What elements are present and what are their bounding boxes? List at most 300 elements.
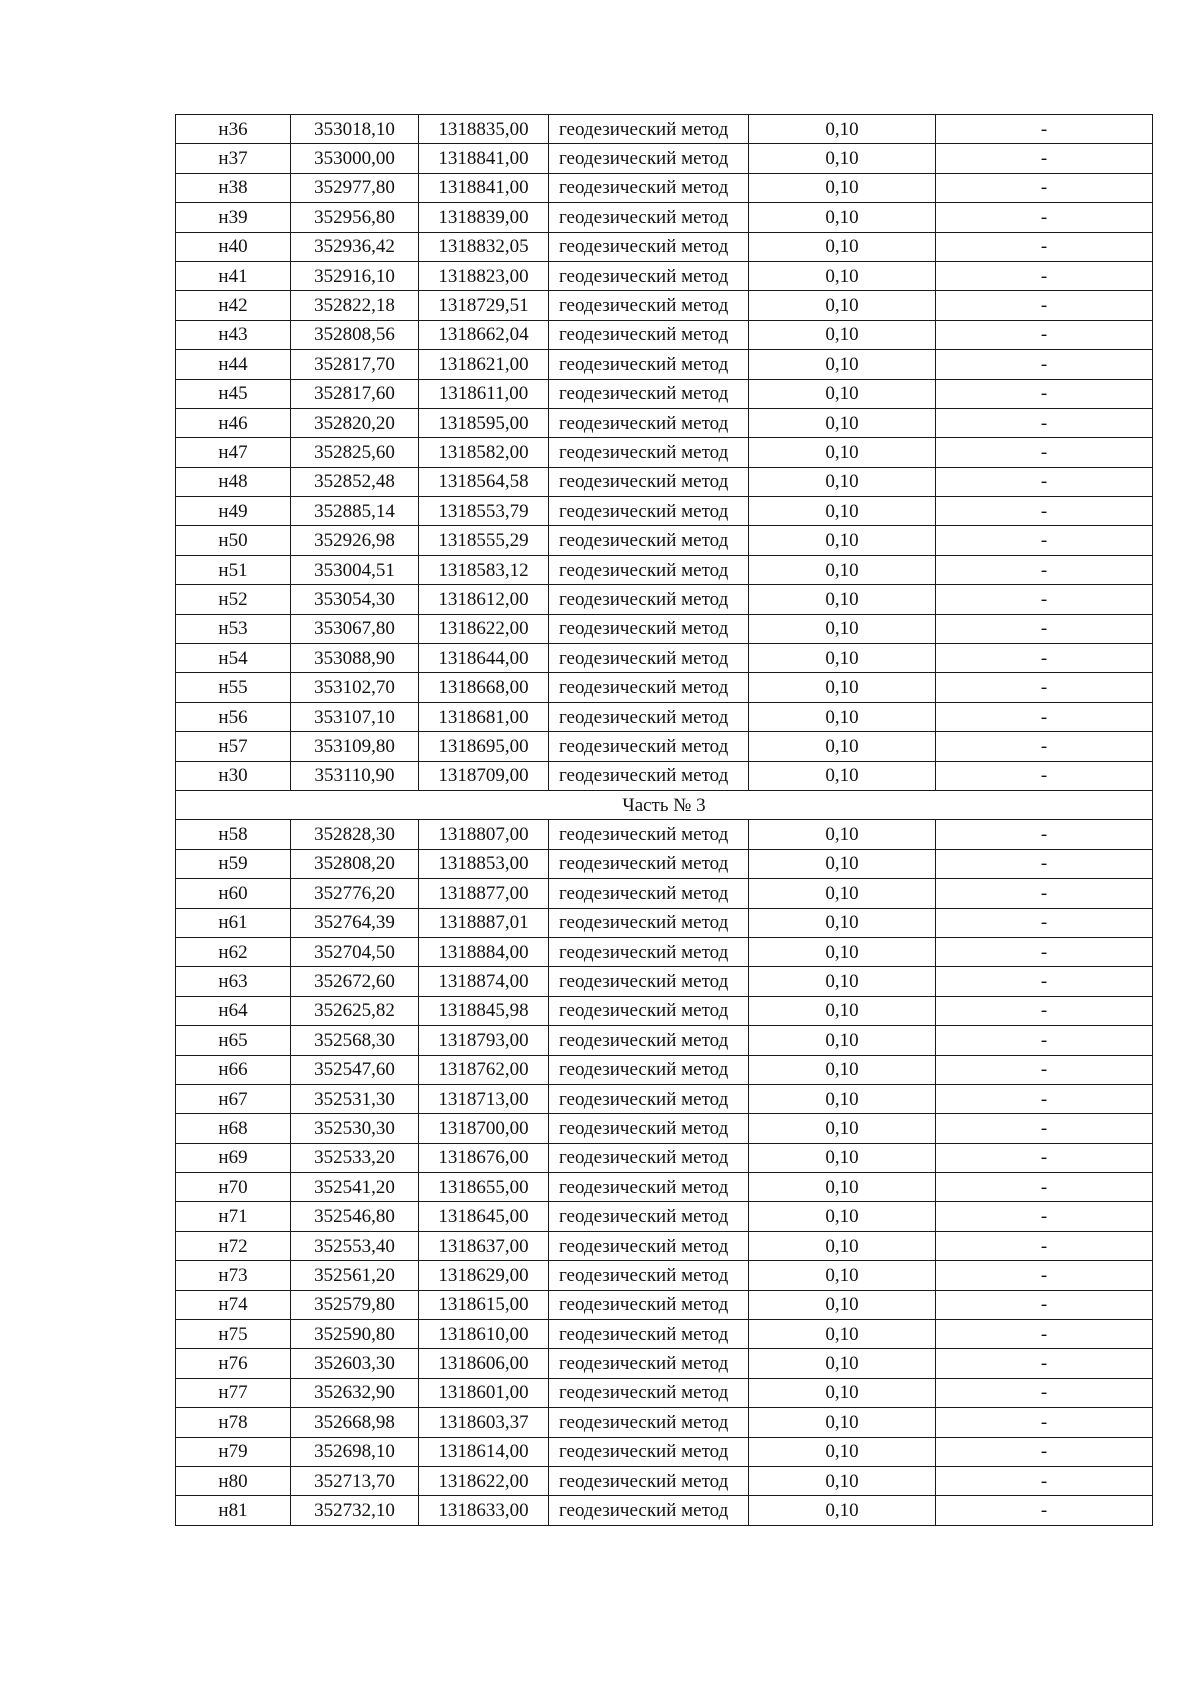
note-cell: -: [936, 379, 1153, 408]
table-row: [176, 261, 1153, 290]
x-coordinate-cell: 353067,80: [291, 614, 419, 643]
table-row: [176, 173, 1153, 202]
method-cell: геодезический метод: [549, 761, 749, 790]
table-row: [176, 1261, 1153, 1290]
accuracy-cell: 0,10: [749, 173, 936, 202]
y-coordinate-cell: 1318610,00: [419, 1320, 549, 1349]
method-cell: геодезический метод: [549, 1437, 749, 1466]
accuracy-cell: 0,10: [749, 144, 936, 173]
accuracy-cell: 0,10: [749, 555, 936, 584]
table-row: [176, 115, 1153, 144]
note-cell: -: [936, 1466, 1153, 1495]
note-cell: -: [936, 320, 1153, 349]
table-row: [176, 673, 1153, 702]
note-cell: -: [936, 996, 1153, 1025]
y-coordinate-cell: 1318601,00: [419, 1378, 549, 1407]
x-coordinate-cell: 353018,10: [291, 115, 419, 144]
accuracy-cell: 0,10: [749, 1320, 936, 1349]
point-cell: н39: [176, 203, 291, 232]
point-cell: н37: [176, 144, 291, 173]
method-cell: геодезический метод: [549, 232, 749, 261]
note-cell: -: [936, 497, 1153, 526]
part-header-label: Часть № 3: [176, 790, 1153, 819]
method-cell: геодезический метод: [549, 555, 749, 584]
x-coordinate-cell: 352820,20: [291, 408, 419, 437]
method-cell: геодезический метод: [549, 1026, 749, 1055]
x-coordinate-cell: 352704,50: [291, 937, 419, 966]
x-coordinate-cell: 352672,60: [291, 967, 419, 996]
point-cell: н55: [176, 673, 291, 702]
table-row: [176, 350, 1153, 379]
table-row: [176, 996, 1153, 1025]
x-coordinate-cell: 352885,14: [291, 497, 419, 526]
y-coordinate-cell: 1318662,04: [419, 320, 549, 349]
accuracy-cell: 0,10: [749, 408, 936, 437]
x-coordinate-cell: 352541,20: [291, 1173, 419, 1202]
y-coordinate-cell: 1318583,12: [419, 555, 549, 584]
accuracy-cell: 0,10: [749, 232, 936, 261]
accuracy-cell: 0,10: [749, 115, 936, 144]
point-cell: н81: [176, 1496, 291, 1525]
note-cell: -: [936, 879, 1153, 908]
accuracy-cell: 0,10: [749, 261, 936, 290]
y-coordinate-cell: 1318762,00: [419, 1055, 549, 1084]
table-row: [176, 1114, 1153, 1143]
method-cell: геодезический метод: [549, 144, 749, 173]
note-cell: -: [936, 467, 1153, 496]
note-cell: -: [936, 1143, 1153, 1172]
note-cell: -: [936, 232, 1153, 261]
accuracy-cell: 0,10: [749, 967, 936, 996]
point-cell: н64: [176, 996, 291, 1025]
method-cell: геодезический метод: [549, 350, 749, 379]
x-coordinate-cell: 352808,20: [291, 849, 419, 878]
table-row: [176, 232, 1153, 261]
point-cell: н73: [176, 1261, 291, 1290]
table-row: [176, 1466, 1153, 1495]
y-coordinate-cell: 1318595,00: [419, 408, 549, 437]
method-cell: геодезический метод: [549, 673, 749, 702]
y-coordinate-cell: 1318835,00: [419, 115, 549, 144]
table-row: [176, 379, 1153, 408]
point-cell: н66: [176, 1055, 291, 1084]
y-coordinate-cell: 1318555,29: [419, 526, 549, 555]
note-cell: -: [936, 1231, 1153, 1260]
accuracy-cell: 0,10: [749, 820, 936, 849]
accuracy-cell: 0,10: [749, 1437, 936, 1466]
x-coordinate-cell: 353110,90: [291, 761, 419, 790]
accuracy-cell: 0,10: [749, 1261, 936, 1290]
y-coordinate-cell: 1318709,00: [419, 761, 549, 790]
y-coordinate-cell: 1318603,37: [419, 1408, 549, 1437]
note-cell: -: [936, 967, 1153, 996]
point-cell: н45: [176, 379, 291, 408]
y-coordinate-cell: 1318793,00: [419, 1026, 549, 1055]
accuracy-cell: 0,10: [749, 203, 936, 232]
method-cell: геодезический метод: [549, 1143, 749, 1172]
method-cell: геодезический метод: [549, 585, 749, 614]
table-row: [176, 849, 1153, 878]
accuracy-cell: 0,10: [749, 849, 936, 878]
y-coordinate-cell: 1318582,00: [419, 438, 549, 467]
method-cell: геодезический метод: [549, 203, 749, 232]
table-row: [176, 967, 1153, 996]
table-row: [176, 761, 1153, 790]
accuracy-cell: 0,10: [749, 526, 936, 555]
method-cell: геодезический метод: [549, 908, 749, 937]
accuracy-cell: 0,10: [749, 937, 936, 966]
accuracy-cell: 0,10: [749, 732, 936, 761]
point-cell: н47: [176, 438, 291, 467]
y-coordinate-cell: 1318676,00: [419, 1143, 549, 1172]
x-coordinate-cell: 352561,20: [291, 1261, 419, 1290]
method-cell: геодезический метод: [549, 702, 749, 731]
point-cell: н74: [176, 1290, 291, 1319]
table-row: [176, 937, 1153, 966]
y-coordinate-cell: 1318841,00: [419, 144, 549, 173]
accuracy-cell: 0,10: [749, 1084, 936, 1113]
method-cell: геодезический метод: [549, 1261, 749, 1290]
x-coordinate-cell: 353102,70: [291, 673, 419, 702]
point-cell: н75: [176, 1320, 291, 1349]
method-cell: геодезический метод: [549, 1378, 749, 1407]
accuracy-cell: 0,10: [749, 291, 936, 320]
point-cell: н58: [176, 820, 291, 849]
accuracy-cell: 0,10: [749, 1290, 936, 1319]
point-cell: н52: [176, 585, 291, 614]
accuracy-cell: 0,10: [749, 1496, 936, 1525]
note-cell: -: [936, 438, 1153, 467]
method-cell: геодезический метод: [549, 820, 749, 849]
method-cell: геодезический метод: [549, 526, 749, 555]
note-cell: -: [936, 1320, 1153, 1349]
note-cell: -: [936, 291, 1153, 320]
table-row: [176, 497, 1153, 526]
note-cell: -: [936, 1114, 1153, 1143]
point-cell: н79: [176, 1437, 291, 1466]
table-row: [176, 1320, 1153, 1349]
point-cell: н70: [176, 1173, 291, 1202]
note-cell: -: [936, 614, 1153, 643]
point-cell: н36: [176, 115, 291, 144]
x-coordinate-cell: 352632,90: [291, 1378, 419, 1407]
coordinates-table: [175, 114, 1153, 1526]
point-cell: н49: [176, 497, 291, 526]
table-row: [176, 1349, 1153, 1378]
method-cell: геодезический метод: [549, 1084, 749, 1113]
note-cell: -: [936, 144, 1153, 173]
x-coordinate-cell: 352553,40: [291, 1231, 419, 1260]
method-cell: геодезический метод: [549, 1349, 749, 1378]
method-cell: геодезический метод: [549, 320, 749, 349]
y-coordinate-cell: 1318622,00: [419, 1466, 549, 1495]
x-coordinate-cell: 352817,70: [291, 350, 419, 379]
point-cell: н48: [176, 467, 291, 496]
note-cell: -: [936, 1437, 1153, 1466]
method-cell: геодезический метод: [549, 644, 749, 673]
x-coordinate-cell: 352916,10: [291, 261, 419, 290]
point-cell: н50: [176, 526, 291, 555]
y-coordinate-cell: 1318877,00: [419, 879, 549, 908]
accuracy-cell: 0,10: [749, 1349, 936, 1378]
table-row: [176, 644, 1153, 673]
table-row: [176, 555, 1153, 584]
table-row: [176, 879, 1153, 908]
y-coordinate-cell: 1318612,00: [419, 585, 549, 614]
accuracy-cell: 0,10: [749, 1173, 936, 1202]
point-cell: н78: [176, 1408, 291, 1437]
accuracy-cell: 0,10: [749, 585, 936, 614]
accuracy-cell: 0,10: [749, 1055, 936, 1084]
accuracy-cell: 0,10: [749, 1408, 936, 1437]
x-coordinate-cell: 352732,10: [291, 1496, 419, 1525]
x-coordinate-cell: 353004,51: [291, 555, 419, 584]
method-cell: геодезический метод: [549, 1496, 749, 1525]
y-coordinate-cell: 1318832,05: [419, 232, 549, 261]
x-coordinate-cell: 352579,80: [291, 1290, 419, 1319]
table-row: [176, 1084, 1153, 1113]
note-cell: -: [936, 849, 1153, 878]
note-cell: -: [936, 1378, 1153, 1407]
note-cell: -: [936, 1202, 1153, 1231]
accuracy-cell: 0,10: [749, 908, 936, 937]
y-coordinate-cell: 1318611,00: [419, 379, 549, 408]
note-cell: -: [936, 1055, 1153, 1084]
method-cell: геодезический метод: [549, 1173, 749, 1202]
accuracy-cell: 0,10: [749, 644, 936, 673]
method-cell: геодезический метод: [549, 408, 749, 437]
method-cell: геодезический метод: [549, 1114, 749, 1143]
y-coordinate-cell: 1318644,00: [419, 644, 549, 673]
x-coordinate-cell: 352817,60: [291, 379, 419, 408]
x-coordinate-cell: 353107,10: [291, 702, 419, 731]
point-cell: н38: [176, 173, 291, 202]
note-cell: -: [936, 115, 1153, 144]
method-cell: геодезический метод: [549, 879, 749, 908]
note-cell: -: [936, 1261, 1153, 1290]
note-cell: -: [936, 1408, 1153, 1437]
x-coordinate-cell: 352852,48: [291, 467, 419, 496]
x-coordinate-cell: 353000,00: [291, 144, 419, 173]
x-coordinate-cell: 352828,30: [291, 820, 419, 849]
method-cell: геодезический метод: [549, 291, 749, 320]
y-coordinate-cell: 1318839,00: [419, 203, 549, 232]
method-cell: геодезический метод: [549, 1320, 749, 1349]
accuracy-cell: 0,10: [749, 1378, 936, 1407]
accuracy-cell: 0,10: [749, 467, 936, 496]
note-cell: -: [936, 350, 1153, 379]
point-cell: н54: [176, 644, 291, 673]
note-cell: -: [936, 1290, 1153, 1319]
note-cell: -: [936, 1026, 1153, 1055]
note-cell: -: [936, 408, 1153, 437]
y-coordinate-cell: 1318655,00: [419, 1173, 549, 1202]
point-cell: н44: [176, 350, 291, 379]
accuracy-cell: 0,10: [749, 497, 936, 526]
note-cell: -: [936, 761, 1153, 790]
note-cell: -: [936, 261, 1153, 290]
note-cell: -: [936, 702, 1153, 731]
accuracy-cell: 0,10: [749, 438, 936, 467]
x-coordinate-cell: 352568,30: [291, 1026, 419, 1055]
point-cell: н51: [176, 555, 291, 584]
accuracy-cell: 0,10: [749, 1231, 936, 1260]
note-cell: -: [936, 203, 1153, 232]
x-coordinate-cell: 352822,18: [291, 291, 419, 320]
x-coordinate-cell: 352977,80: [291, 173, 419, 202]
y-coordinate-cell: 1318845,98: [419, 996, 549, 1025]
note-cell: -: [936, 526, 1153, 555]
accuracy-cell: 0,10: [749, 996, 936, 1025]
y-coordinate-cell: 1318637,00: [419, 1231, 549, 1260]
y-coordinate-cell: 1318695,00: [419, 732, 549, 761]
y-coordinate-cell: 1318622,00: [419, 614, 549, 643]
point-cell: н41: [176, 261, 291, 290]
y-coordinate-cell: 1318807,00: [419, 820, 549, 849]
y-coordinate-cell: 1318621,00: [419, 350, 549, 379]
table-row: [176, 526, 1153, 555]
table-row: [176, 1173, 1153, 1202]
point-cell: н65: [176, 1026, 291, 1055]
note-cell: -: [936, 937, 1153, 966]
method-cell: геодезический метод: [549, 967, 749, 996]
note-cell: -: [936, 1349, 1153, 1378]
y-coordinate-cell: 1318713,00: [419, 1084, 549, 1113]
note-cell: -: [936, 673, 1153, 702]
note-cell: -: [936, 173, 1153, 202]
y-coordinate-cell: 1318729,51: [419, 291, 549, 320]
table-row: [176, 320, 1153, 349]
y-coordinate-cell: 1318668,00: [419, 673, 549, 702]
y-coordinate-cell: 1318874,00: [419, 967, 549, 996]
x-coordinate-cell: 352546,80: [291, 1202, 419, 1231]
coordinates-table-body: [176, 115, 1153, 1526]
x-coordinate-cell: 352825,60: [291, 438, 419, 467]
method-cell: геодезический метод: [549, 937, 749, 966]
table-row: [176, 1378, 1153, 1407]
note-cell: -: [936, 1496, 1153, 1525]
method-cell: геодезический метод: [549, 996, 749, 1025]
y-coordinate-cell: 1318853,00: [419, 849, 549, 878]
accuracy-cell: 0,10: [749, 320, 936, 349]
point-cell: н43: [176, 320, 291, 349]
method-cell: геодезический метод: [549, 379, 749, 408]
point-cell: н67: [176, 1084, 291, 1113]
x-coordinate-cell: 352776,20: [291, 879, 419, 908]
point-cell: н71: [176, 1202, 291, 1231]
point-cell: н61: [176, 908, 291, 937]
accuracy-cell: 0,10: [749, 379, 936, 408]
accuracy-cell: 0,10: [749, 1143, 936, 1172]
accuracy-cell: 0,10: [749, 673, 936, 702]
note-cell: -: [936, 1173, 1153, 1202]
point-cell: н80: [176, 1466, 291, 1495]
x-coordinate-cell: 352603,30: [291, 1349, 419, 1378]
y-coordinate-cell: 1318615,00: [419, 1290, 549, 1319]
x-coordinate-cell: 352926,98: [291, 526, 419, 555]
accuracy-cell: 0,10: [749, 879, 936, 908]
table-row: [176, 467, 1153, 496]
x-coordinate-cell: 352590,80: [291, 1320, 419, 1349]
table-row: [176, 1437, 1153, 1466]
x-coordinate-cell: 352530,30: [291, 1114, 419, 1143]
table-row: [176, 291, 1153, 320]
note-cell: -: [936, 820, 1153, 849]
note-cell: -: [936, 585, 1153, 614]
method-cell: геодезический метод: [549, 497, 749, 526]
x-coordinate-cell: 353109,80: [291, 732, 419, 761]
accuracy-cell: 0,10: [749, 702, 936, 731]
note-cell: -: [936, 1084, 1153, 1113]
y-coordinate-cell: 1318564,58: [419, 467, 549, 496]
accuracy-cell: 0,10: [749, 761, 936, 790]
method-cell: геодезический метод: [549, 115, 749, 144]
point-cell: н53: [176, 614, 291, 643]
accuracy-cell: 0,10: [749, 1026, 936, 1055]
point-cell: н69: [176, 1143, 291, 1172]
part-header-row: [176, 790, 1153, 819]
table-row: [176, 585, 1153, 614]
y-coordinate-cell: 1318606,00: [419, 1349, 549, 1378]
y-coordinate-cell: 1318887,01: [419, 908, 549, 937]
table-row: [176, 1408, 1153, 1437]
table-row: [176, 1026, 1153, 1055]
y-coordinate-cell: 1318614,00: [419, 1437, 549, 1466]
table-row: [176, 1231, 1153, 1260]
x-coordinate-cell: 352531,30: [291, 1084, 419, 1113]
table-row: [176, 908, 1153, 937]
y-coordinate-cell: 1318633,00: [419, 1496, 549, 1525]
x-coordinate-cell: 352808,56: [291, 320, 419, 349]
note-cell: -: [936, 555, 1153, 584]
method-cell: геодезический метод: [549, 1231, 749, 1260]
point-cell: н30: [176, 761, 291, 790]
point-cell: н59: [176, 849, 291, 878]
x-coordinate-cell: 352547,60: [291, 1055, 419, 1084]
point-cell: н60: [176, 879, 291, 908]
y-coordinate-cell: 1318681,00: [419, 702, 549, 731]
accuracy-cell: 0,10: [749, 350, 936, 379]
point-cell: н77: [176, 1378, 291, 1407]
x-coordinate-cell: 353054,30: [291, 585, 419, 614]
point-cell: н46: [176, 408, 291, 437]
note-cell: -: [936, 908, 1153, 937]
y-coordinate-cell: 1318823,00: [419, 261, 549, 290]
x-coordinate-cell: 352936,42: [291, 232, 419, 261]
method-cell: геодезический метод: [549, 261, 749, 290]
x-coordinate-cell: 352764,39: [291, 908, 419, 937]
x-coordinate-cell: 352698,10: [291, 1437, 419, 1466]
point-cell: н68: [176, 1114, 291, 1143]
accuracy-cell: 0,10: [749, 1202, 936, 1231]
method-cell: геодезический метод: [549, 614, 749, 643]
x-coordinate-cell: 352625,82: [291, 996, 419, 1025]
method-cell: геодезический метод: [549, 173, 749, 202]
table-row: [176, 1143, 1153, 1172]
x-coordinate-cell: 352956,80: [291, 203, 419, 232]
table-row: [176, 1290, 1153, 1319]
accuracy-cell: 0,10: [749, 614, 936, 643]
point-cell: н76: [176, 1349, 291, 1378]
y-coordinate-cell: 1318700,00: [419, 1114, 549, 1143]
accuracy-cell: 0,10: [749, 1466, 936, 1495]
method-cell: геодезический метод: [549, 1408, 749, 1437]
note-cell: -: [936, 732, 1153, 761]
point-cell: н42: [176, 291, 291, 320]
table-row: [176, 1202, 1153, 1231]
table-row: [176, 203, 1153, 232]
table-row: [176, 438, 1153, 467]
